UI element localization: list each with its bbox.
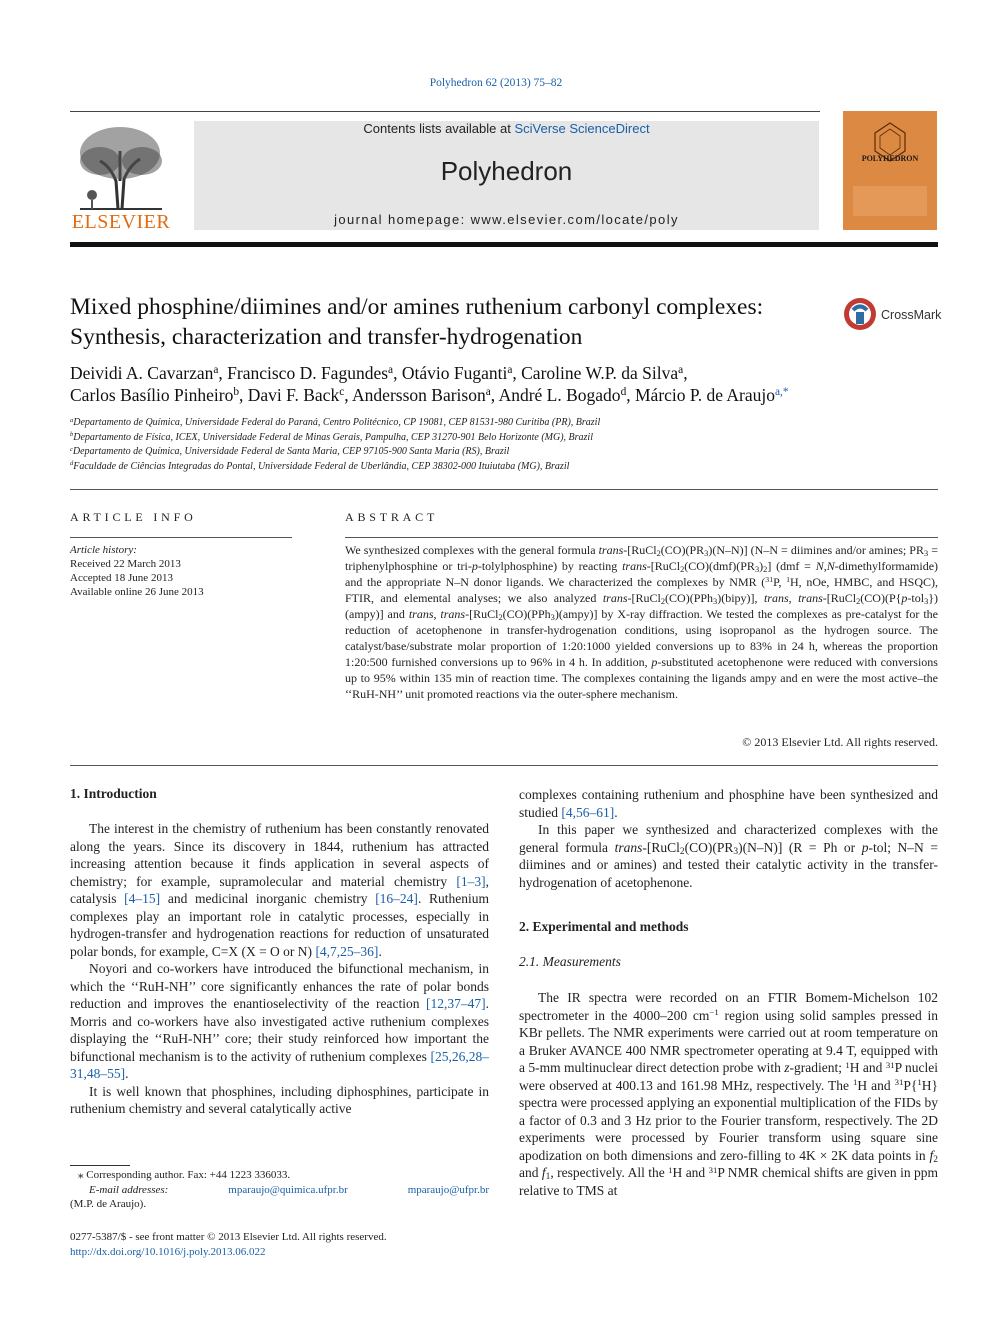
author-affiliation-marker[interactable]: a,* [774,386,789,399]
affiliation-key: c [70,445,73,453]
author[interactable]: Carlos Basílio Pinheiro [70,385,234,405]
section-heading-experimental: 2. Experimental and methods [519,919,689,934]
subsection-heading-measurements: 2.1. Measurements [519,954,621,969]
divider [345,537,938,538]
citation-link[interactable]: [4,7,25–36] [315,943,379,959]
body-column-right [519,786,938,891]
affiliation [70,416,938,431]
author-list: Deividi A. Cavarzan$^a$, Francisco D. Fagundes$^a$, Otávio Fuganti$^a$, Caroline W.P. da Silva$^a$, Carlos Basílio Pinheiro$^b$, Davi F. Back$^c$, Andersson Barison$^a$, André L. Bogado$^d$, Márcio P. de Araujo$^{a,*}$ [70,363,789,405]
doi-link[interactable]: http://dx.doi.org/10.1016/j.poly.2013.06.022 [70,1245,266,1258]
corresponding-author-note: ⁎ Corresponding author. Fax: +44 1223 336033. [78,1169,291,1181]
copyright-notice: © 2013 Elsevier Ltd. All rights reserved. [742,735,938,749]
author[interactable]: Otávio Fuganti [401,363,508,383]
affiliation-text: Faculdade de Ciências Integradas do Pontal, Universidade Federal de Uberlândia, CEP 38302-000 Ituiutaba (MG), Brazil [73,460,570,472]
front-matter [70,1230,489,1259]
online-date: Available online 26 June 2013 [70,586,204,598]
affiliation [70,445,938,460]
citation-link[interactable]: [4,56–61] [561,804,615,820]
top-rule [70,111,820,112]
citation-link[interactable]: [25,26,28–31,48–55] [70,1048,489,1081]
affiliation-text: Departamento de Química, Universidade Federal do Paraná, Centro Politécnico, CP 19081, CEP 81531-980 Curitiba (PR), Brazil [73,417,601,428]
author-affiliation-marker[interactable]: a [485,386,491,399]
footnotes [70,1168,489,1212]
body-column-right-continued [519,989,938,1199]
accepted-date: Accepted 18 June 2013 [70,572,173,584]
email-owner: (M.P. de Araujo). [70,1198,147,1210]
citation-link[interactable]: [4–15] [124,891,161,906]
citation-link[interactable]: [1–3] [456,873,486,889]
affiliation-text: Departamento de Química, Universidade Federal de Santa Maria, CEP 97105-900 Santa Maria (RS), Brazil [72,446,510,457]
author-affiliation-marker[interactable]: a [507,364,513,377]
author-affiliation-marker[interactable]: a [678,364,684,377]
author[interactable]: André L. Bogado [498,385,621,405]
affiliation [70,460,938,475]
journal-cover-image[interactable] [843,111,937,230]
affiliations [70,416,938,474]
paragraph: complexes containing ruthenium and phosphine have been synthesized and studied [4,56–61]. [519,787,938,820]
contents-line [194,121,819,136]
footnote-rule [70,1165,130,1166]
section-heading-introduction: 1. Introduction [70,786,157,801]
email-link[interactable]: mparaujo@quimica.ufpr.br [228,1183,348,1196]
affiliation-key: a [70,416,74,424]
divider [70,489,938,490]
journal-reference[interactable]: Polyhedron 62 (2013) 75–82 [429,77,563,89]
abstract-heading: ABSTRACT [345,510,439,524]
article-history [70,543,292,599]
body-column-left [70,820,489,1118]
journal-name: Polyhedron [440,156,573,186]
journal-homepage[interactable]: journal homepage: www.elsevier.com/locate/poly [334,212,679,227]
affiliation [70,431,938,446]
author-affiliation-marker[interactable]: d [620,386,627,399]
author-affiliation-marker[interactable]: b [233,386,240,399]
divider [70,765,938,766]
masthead-rule [70,242,938,247]
author[interactable]: Deividi A. Cavarzan [70,363,214,383]
issn-line: 0277-5387/$ - see front matter © 2013 Elsevier Ltd. All rights reserved. [70,1231,387,1243]
author-affiliation-marker[interactable]: a [388,364,394,377]
author-affiliation-marker[interactable]: a [213,364,219,377]
author[interactable]: Márcio P. de Araujo [635,385,775,405]
email-link[interactable]: mparaujo@ufpr.br [407,1183,489,1196]
paragraph: In this paper we synthesized and characterized complexes with the general formula trans-$[RuCl_2(CO)(PR_3)(N-N)] (R = Ph$ or p-tol; N–N = diimines and or amines) and tested their catalytic activity in the transfer-hydrogenation of acetophenone. [519,822,938,890]
paragraph: The interest in the chemistry of ruthenium has been constantly renovated along the years. Since its discovery in 1844, ruthenium has attracted increasing attention because it finds application in several aspects of chemistry; for example, supramolecular and material chemistry [1–3], catalysis [4–15] and medicinal inorganic chemistry [16–24]. Ruthenium complexes play an important role in catalytic processes, especially in hydrogen-transfer and hydrogenation reactions for reduction of unsaturated polar bonds, for example, C=X (X = O or N) [4,7,25–36]. [70,821,489,959]
elsevier-logo-text: ELSEVIER [71,211,171,233]
affiliation-key: d [70,460,74,468]
author[interactable]: Davi F. Back [247,385,340,405]
email-label: E-mail addresses: [89,1183,169,1196]
author[interactable]: Caroline W.P. da Silva [521,363,679,383]
history-label: Article history: [70,544,137,556]
crossmark-label[interactable]: CrossMark [881,308,942,322]
paragraph: It is well known that phosphines, including diphosphines, participate in ruthenium chemistry and several catalytically active [70,1083,489,1116]
received-date: Received 22 March 2013 [70,558,181,570]
affiliation-key: b [70,431,74,439]
cover-title: POLYHEDRON [861,154,919,163]
article-info-heading: ARTICLE INFO [70,510,197,524]
citation-link[interactable]: [12,37–47] [426,996,486,1011]
contents-prefix: Contents lists available at [363,121,515,136]
corresponding-text: Corresponding author. Fax: +44 1223 336033. [86,1169,291,1181]
author[interactable]: Andersson Barison [352,385,486,405]
citation-link[interactable]: [16–24] [375,891,418,906]
crossmark-icon[interactable] [843,297,877,331]
abstract-text: We synthesized complexes with the general formula trans-$[RuCl_2(CO)(PR_3)(N-N)] (N-N$ = diimines and/or amines; $PR_3$ = triphenylphosphine or tri-p-tolylphosphine) by reacting trans-$[RuCl_2(CO)(dmf)(PR_3)_2] (dmf$ = N,N-dimethylformamide) and the appropriate N–N donor ligands. We characterized the complexes by NMR ($^{31}$P, $^1$H, nOe, HMBC, and HSQC), FTIR, and elemental analyses; we also analyzed trans-[RuCl$_2$(CO)(PPh$_3$)(bipy)], trans, trans-[RuCl$_2$(CO)(P{p-tol$_3$})(ampy)] and trans, trans-[RuCl$_2$(CO)(PPh$_3$)(ampy)] by X-ray diffraction. We tested the complexes as pre-catalyst for the reduction of acetophenone in transfer-hydrogenation conditions, using isopropanol as the hydrogen source. The catalyst/base/substrate molar proportion of 1:20:1000 yielded conversions up to 83% in 24 h, whereas the proportion 1:20:500 furnished conversions up to 96% in 4 h. In addition, p-substituted acetophenone were reduced with conversions up to 95% within 135 min of reaction time. The complexes containing the ligands ampy and en were the most active–the ‘‘RuH-NH’’ unit promoted reactions via the outer-sphere mechanism. [345,543,939,701]
affiliation-text: Departamento de Física, ICEX, Universidade Federal de Minas Gerais, Pampulha, CEP 31270-901 Belo Horizonte (MG), Brazil [73,431,593,443]
paragraph: Noyori and co-workers have introduced the bifunctional mechanism, in which the ‘‘RuH-NH’’ core significantly enhances the rate of polar bonds reduction and improves the enantioselectivity of the reaction [12,37–47]. Morris and co-workers have also investigated active ruthenium complexes displaying the ‘‘RuH-NH’’ core; their study reinforced how important the bifunctional mechanism is to the activity of ruthenium complexes [25,26,28–31,48–55]. [70,961,489,1081]
divider [70,537,292,538]
email-line [70,1183,489,1198]
author-affiliation-marker[interactable]: c [339,386,345,399]
author[interactable]: Francisco D. Fagundes [227,363,389,383]
sciencedirect-link[interactable]: SciVerse ScienceDirect [514,121,650,136]
polyhedron-icon [843,111,937,230]
article-title: Mixed phosphine/diimines and/or amines ruthenium carbonyl complexes: Synthesis, characterization and transfer-hydrogenation [70,294,764,350]
paragraph: The IR spectra were recorded on an FTIR Bomem-Michelson 102 spectrometer in the 4000–200 $cm^{-1}$ region using solid samples pressed in KBr pellets. The NMR experiments were carried out at room temperature on a Bruker AVANCE 400 NMR spectrometer operating at 9.4 T, equipped with a 5-mm multinuclear direct detection probe with z-gradient; $^1$H and $^{31}$P nuclei were observed at 400.13 and 161.98 MHz, respectively. The $^1$H and $^{31}$P{$^1$H} spectra were processed applying an exponential multiplication of the FIDs by a factor of 0.3 and 3 Hz prior to the Fourier transform, respectively. The 2D experiments were processed by Fourier transform using square sine apodization on both dimensions and zero-filling to 4K × 2K data points in $f_2$ and $f_1$, respectively. All the $^1$H and $^{31}$P NMR chemical shifts are given in ppm relative to TMS at [519,990,939,1198]
